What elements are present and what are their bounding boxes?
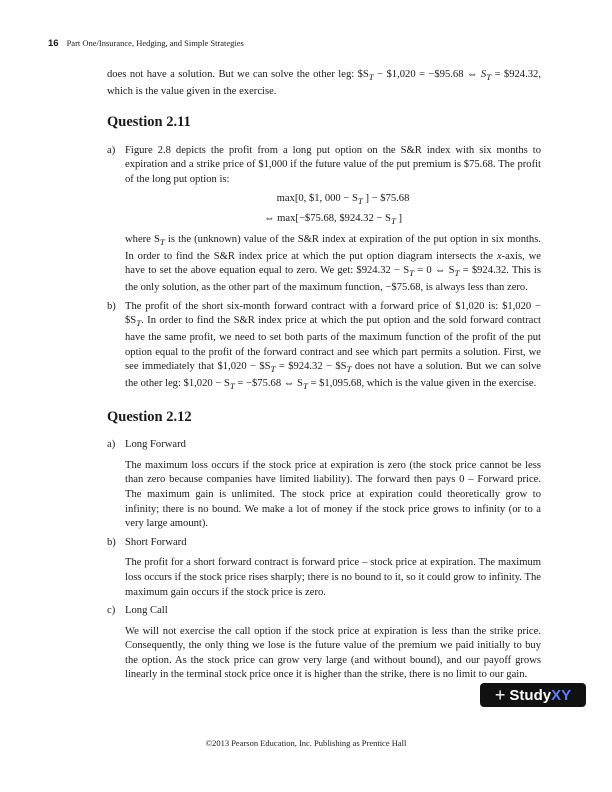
intro-text-2: = $924.32, which is the value given in the exercise. <box>107 69 541 97</box>
q212-b-title: Short Forward <box>125 536 187 548</box>
page-content <box>107 68 541 687</box>
b-t5: = −$75.68 ⇔ S <box>234 377 303 389</box>
q212-c-label: c) <box>107 605 116 617</box>
a2-t2: is the (unknown) value of the S&R index at expiration of the put option in six months. In order to find the S&R index price at which the put option diagram intersects the <box>125 234 542 262</box>
intro-text-1: does not have a solution. But we can solve the other leg: $S <box>107 69 369 80</box>
q211-a-text: Figure 2.8 depicts the profit from a long put option on the S&R index with six months to expiration and a strike price of $1,000 if the future value of the put premium is $75.68. The profit of the long put option is: <box>125 144 541 186</box>
intro-var: S <box>480 69 487 80</box>
eq1-text: max[0, $1, 000 − S <box>276 192 358 204</box>
intro-sub-1: T <box>368 72 374 83</box>
b-t6: = $1,095.68, which is the value given in the exercise. <box>307 377 537 389</box>
a2-t3: -axis, we have to set the above equation equal to zero. We get: $924.32 − S <box>125 250 542 277</box>
b-s3: T <box>346 364 352 375</box>
b-t4: does not have a solution. But we can solve the other leg: $1,020 − S <box>125 361 542 389</box>
a2-s2: T <box>409 268 415 279</box>
intro-sub-2: T <box>486 72 492 83</box>
intro-text-1b: − $1,020 = −$95.68 ⇔ <box>373 69 478 80</box>
copyright-footer: ©2013 Pearson Education, Inc. Publishing as Prentice Hall <box>205 738 407 748</box>
b-s1: T <box>136 318 142 329</box>
eq2-sub: T <box>390 216 396 227</box>
question-2-11-heading: Question 2.11 <box>107 114 191 131</box>
q211-part-b <box>107 300 541 394</box>
q211-a-text-2 <box>125 233 541 296</box>
intro-paragraph <box>107 68 541 99</box>
q212-part-b <box>107 536 541 600</box>
b-s4: T <box>229 380 235 391</box>
q212-c-text: We will not exercise the call option if the stock price at expiration is less than the strike price. Consequently, the only thing we lose is the future value of the premium we paid initially to buy the option. As the stock price can grow very large (and without bound), and our payoff grows linearly in the terminal stock price once it is higher than the strike, there is no limit to our gain. <box>125 625 541 681</box>
plus-icon: + <box>494 684 506 705</box>
eq1-sub: T <box>357 195 363 206</box>
b-t1: The profit of the short six-month forward contract with a forward price of $1,020 is: $1,020 − $S <box>125 300 541 327</box>
a2-x: x <box>496 250 502 262</box>
running-header <box>48 38 244 49</box>
studyxy-badge[interactable] <box>480 683 586 707</box>
q211-b-text <box>125 300 541 394</box>
b-t3: = $924.32 − $S <box>275 361 347 373</box>
b-t2: . In order to find the S&R index price at which the put option and the sold forward contract have the same profit, we need to set both parts of the maximum function of the profit of the put option equal to the profit of the forward contract and see which part permits a solution. First, we see immediately that $1,020 − $S <box>125 315 541 373</box>
running-title: Part One/Insurance, Hedging, and Simple Strategies <box>66 38 244 48</box>
b-s2: T <box>270 364 276 375</box>
eq2-end: ] <box>395 213 403 225</box>
q211-equation-1 <box>125 192 541 209</box>
q212-part-c <box>107 604 541 683</box>
q212-a-label: a) <box>107 439 116 451</box>
q211-b-label: b) <box>107 300 116 312</box>
page-number: 16 <box>48 38 59 49</box>
a2-s1: T <box>159 237 165 248</box>
q212-part-a <box>107 438 541 532</box>
eq2-text: ⇔ max[−$75.68, $924.32 − S <box>263 213 391 225</box>
q211-part-a <box>107 144 541 296</box>
a2-t1: where S <box>125 234 160 246</box>
q211-equation-2 <box>125 212 541 229</box>
question-2-12-heading: Question 2.12 <box>107 408 192 425</box>
eq1-end: ] − $75.68 <box>362 192 410 204</box>
b-s5: T <box>302 380 308 391</box>
badge-xy-text: XY <box>551 686 572 704</box>
a2-t5: = $924.32. This is the only solution, as the other part of the maximum function, −$75.68, is always less than zero. <box>125 265 541 294</box>
q212-b-label: b) <box>107 536 116 548</box>
q211-a-label: a) <box>107 144 116 156</box>
a2-s3: T <box>454 268 460 279</box>
badge-study-text: Study <box>509 686 552 704</box>
q212-a-title: Long Forward <box>125 439 186 451</box>
a2-t4: = 0 ⇔ S <box>414 265 455 277</box>
q212-c-title: Long Call <box>125 605 168 617</box>
q212-a-text: The maximum loss occurs if the stock price at expiration is zero (the stock price cannot be less than zero because companies have limited liability). The forward then pays 0 – Forward price. The maximum gain is unlimited. The stock price at expiration could theoretically grow to infinity; there is no bound. We make a lot of money if the stock price grows to infinity (or to a very large amount). <box>125 459 541 530</box>
q212-b-text: The profit for a short forward contract is forward price – stock price at expiration. The maximum loss occurs if the stock price rises sharply; there is no bound to it, so it could grow to infinity. The maximum gain occurs if the stock price is zero. <box>125 557 541 598</box>
